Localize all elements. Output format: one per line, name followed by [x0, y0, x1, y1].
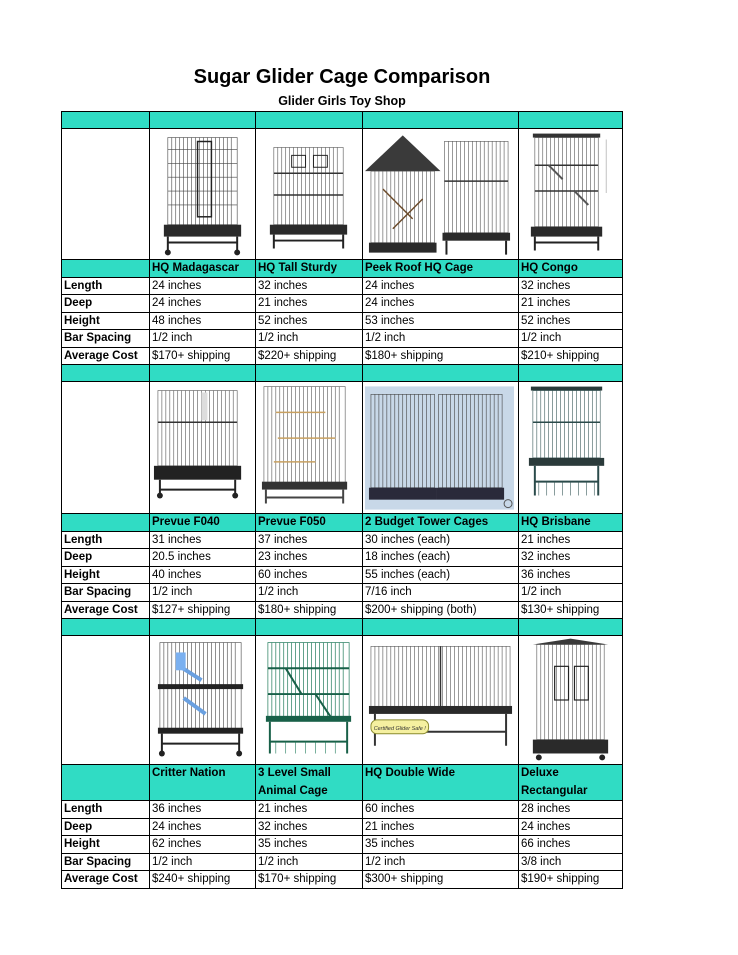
- empty-cell: [62, 514, 150, 532]
- value-cell: 32 inches: [256, 818, 363, 836]
- row-label: Deep: [62, 295, 150, 313]
- value-cell: 21 inches: [256, 295, 363, 313]
- cage-icon: [363, 382, 518, 513]
- value-cell: 24 inches: [150, 295, 256, 313]
- row-label: Height: [62, 836, 150, 854]
- value-cell: 1/2 inch: [150, 853, 256, 871]
- cage-name: 2 Budget Tower Cages: [363, 514, 519, 532]
- value-cell: 1/2 inch: [519, 330, 623, 348]
- row-label: Deep: [62, 549, 150, 567]
- average-cost-row: [62, 871, 623, 889]
- empty-cell: [62, 636, 150, 765]
- row-label: Bar Spacing: [62, 853, 150, 871]
- cage-icon: [519, 382, 622, 513]
- value-cell: 32 inches: [519, 277, 623, 295]
- cage-icon: [363, 129, 518, 259]
- value-cell: 53 inches: [363, 312, 519, 330]
- row-label: Bar Spacing: [62, 330, 150, 348]
- value-cell: 36 inches: [150, 801, 256, 819]
- cage-icon: [256, 382, 362, 513]
- value-cell: $220+ shipping: [256, 347, 363, 365]
- height-row: [62, 836, 623, 854]
- image-row: [62, 129, 623, 260]
- length-row: [62, 277, 623, 295]
- value-cell: 1/2 inch: [256, 853, 363, 871]
- cage-image-peek-roof: [363, 129, 519, 260]
- cage-image-prevue-f040: [150, 382, 256, 514]
- value-cell: 32 inches: [519, 549, 623, 567]
- value-cell: $200+ shipping (both): [363, 601, 519, 619]
- value-cell: 62 inches: [150, 836, 256, 854]
- cage-image-deluxe-rectangular: [519, 636, 623, 765]
- row-label: Average Cost: [62, 871, 150, 889]
- height-row: [62, 566, 623, 584]
- name-row: [62, 514, 623, 532]
- name-row: [62, 260, 623, 278]
- comparison-table: [61, 111, 623, 889]
- value-cell: 28 inches: [519, 801, 623, 819]
- empty-cell: [62, 765, 150, 801]
- cage-icon: [150, 382, 255, 513]
- value-cell: 1/2 inch: [256, 330, 363, 348]
- row-label: Deep: [62, 818, 150, 836]
- cage-icon: [363, 636, 518, 764]
- deep-row: [62, 549, 623, 567]
- cage-image-budget-tower: [363, 382, 519, 514]
- value-cell: $180+ shipping: [363, 347, 519, 365]
- row-label: Height: [62, 312, 150, 330]
- cage-icon: [256, 129, 362, 259]
- cage-name: HQ Tall Sturdy: [256, 260, 363, 278]
- row-label: Average Cost: [62, 347, 150, 365]
- value-cell: 48 inches: [150, 312, 256, 330]
- cage-name: Prevue F050: [256, 514, 363, 532]
- value-cell: 36 inches: [519, 566, 623, 584]
- value-cell: 18 inches (each): [363, 549, 519, 567]
- value-cell: 20.5 inches: [150, 549, 256, 567]
- bar-spacing-row: [62, 584, 623, 602]
- value-cell: 40 inches: [150, 566, 256, 584]
- row-label: Average Cost: [62, 601, 150, 619]
- deep-row: [62, 818, 623, 836]
- length-row: [62, 531, 623, 549]
- cage-name: HQ Double Wide: [363, 765, 519, 801]
- image-row: [62, 636, 623, 765]
- value-cell: 1/2 inch: [363, 853, 519, 871]
- cage-image-hq-brisbane: [519, 382, 623, 514]
- value-cell: 66 inches: [519, 836, 623, 854]
- value-cell: 23 inches: [256, 549, 363, 567]
- value-cell: 35 inches: [256, 836, 363, 854]
- height-row: [62, 312, 623, 330]
- image-row: [62, 382, 623, 514]
- empty-cell: [62, 382, 150, 514]
- page-subtitle: Glider Girls Toy Shop: [278, 94, 406, 108]
- cage-image-hq-tall-sturdy: [256, 129, 363, 260]
- value-cell: 3/8 inch: [519, 853, 623, 871]
- empty-cell: [62, 260, 150, 278]
- cage-image-hq-madagascar: [150, 129, 256, 260]
- value-cell: 24 inches: [150, 277, 256, 295]
- row-label: Bar Spacing: [62, 584, 150, 602]
- value-cell: 24 inches: [363, 277, 519, 295]
- bar-spacing-row: [62, 330, 623, 348]
- value-cell: $130+ shipping: [519, 601, 623, 619]
- cage-image-critter-nation: [150, 636, 256, 765]
- cage-name: Peek Roof HQ Cage: [363, 260, 519, 278]
- badge-text: Certified Glider Safe !: [373, 725, 426, 732]
- value-cell: 21 inches: [519, 531, 623, 549]
- value-cell: 55 inches (each): [363, 566, 519, 584]
- cage-name: Prevue F040: [150, 514, 256, 532]
- cage-name: HQ Congo: [519, 260, 623, 278]
- value-cell: 52 inches: [519, 312, 623, 330]
- row-label: Length: [62, 531, 150, 549]
- value-cell: 52 inches: [256, 312, 363, 330]
- deep-row: [62, 295, 623, 313]
- value-cell: $240+ shipping: [150, 871, 256, 889]
- cage-image-3-level-small: [256, 636, 363, 765]
- value-cell: 21 inches: [519, 295, 623, 313]
- value-cell: 32 inches: [256, 277, 363, 295]
- length-row: [62, 801, 623, 819]
- value-cell: 60 inches: [363, 801, 519, 819]
- row-label: Length: [62, 801, 150, 819]
- row-label: Length: [62, 277, 150, 295]
- row-label: Height: [62, 566, 150, 584]
- page-title: Sugar Glider Cage Comparison: [193, 66, 491, 88]
- value-cell: 1/2 inch: [150, 584, 256, 602]
- name-row: [62, 765, 623, 801]
- value-cell: 7/16 inch: [363, 584, 519, 602]
- average-cost-row: [62, 601, 623, 619]
- value-cell: $170+ shipping: [150, 347, 256, 365]
- value-cell: 1/2 inch: [150, 330, 256, 348]
- value-cell: 35 inches: [363, 836, 519, 854]
- cage-name: Critter Nation: [150, 765, 256, 801]
- value-cell: $190+ shipping: [519, 871, 623, 889]
- empty-cell: [62, 129, 150, 260]
- section-band: [62, 365, 623, 382]
- cage-icon: [256, 636, 362, 764]
- cage-icon: [150, 636, 255, 764]
- cage-image-hq-double-wide: [363, 636, 519, 765]
- value-cell: 24 inches: [363, 295, 519, 313]
- value-cell: $180+ shipping: [256, 601, 363, 619]
- value-cell: $300+ shipping: [363, 871, 519, 889]
- value-cell: 21 inches: [363, 818, 519, 836]
- cage-image-hq-congo: [519, 129, 623, 260]
- value-cell: 24 inches: [150, 818, 256, 836]
- value-cell: 24 inches: [519, 818, 623, 836]
- cage-name: Deluxe Rectangular: [519, 765, 623, 801]
- cage-icon: [519, 636, 622, 764]
- value-cell: 1/2 inch: [256, 584, 363, 602]
- cage-image-prevue-f050: [256, 382, 363, 514]
- value-cell: 1/2 inch: [363, 330, 519, 348]
- value-cell: $127+ shipping: [150, 601, 256, 619]
- value-cell: $210+ shipping: [519, 347, 623, 365]
- value-cell: 37 inches: [256, 531, 363, 549]
- value-cell: 60 inches: [256, 566, 363, 584]
- cage-name: HQ Brisbane: [519, 514, 623, 532]
- value-cell: 1/2 inch: [519, 584, 623, 602]
- cage-icon: [519, 129, 622, 259]
- bar-spacing-row: [62, 853, 623, 871]
- cage-name: HQ Madagascar: [150, 260, 256, 278]
- value-cell: $170+ shipping: [256, 871, 363, 889]
- average-cost-row: [62, 347, 623, 365]
- cage-name: 3 Level Small Animal Cage: [256, 765, 363, 801]
- cage-icon: [150, 129, 255, 259]
- section-band: [62, 619, 623, 636]
- value-cell: 21 inches: [256, 801, 363, 819]
- value-cell: 30 inches (each): [363, 531, 519, 549]
- section-band: [62, 112, 623, 129]
- value-cell: 31 inches: [150, 531, 256, 549]
